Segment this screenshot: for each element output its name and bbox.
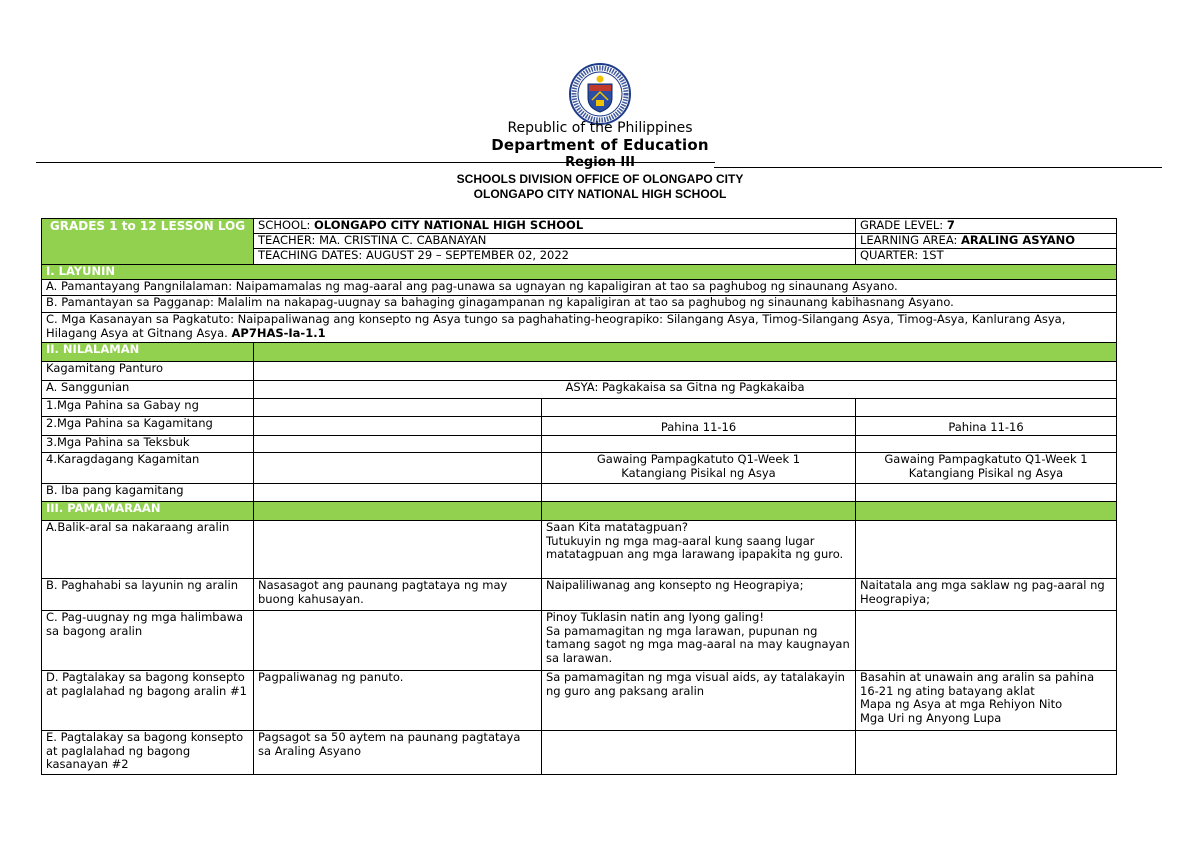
gawain-col3: Gawaing Pampagkatuto Q1-Week 1 Katangiang Pisikal ng Asya (856, 453, 1117, 484)
balik-aral-col2: Saan Kita matatagpuan? Tutukuyin ng mga mag-aaral kung saang lugar matatagpuan ang mga larawang ipapakita ng guro. (542, 521, 856, 579)
pagtalakay-1-col1: Pagpaliwanag ng panuto. (254, 671, 542, 731)
section-layunin (42, 265, 1117, 280)
teacher-value: MA. CRISTINA C. CABANAYAN (319, 233, 487, 247)
section-title-layunin: I. LAYUNIN (42, 265, 1117, 280)
pamantayan-sa-pagganap: B. Pamantayan sa Pagganap: Malalim na nakapag-uugnay sa bahaging ginagampanan ng kapaligiran at tao sa paghubog ng sinaunang kabihasnang Asyano. (42, 296, 1117, 313)
kagamitang-label: 2.Mga Pahina sa Kagamitang (42, 417, 254, 436)
grade-level-cell: GRADE LEVEL: 7 (856, 219, 1117, 234)
balik-aral-row (42, 521, 1117, 579)
pagtalakay-1-row (42, 671, 1117, 731)
paghahabi-row (42, 579, 1117, 611)
gawain-col2: Gawaing Pampagkatuto Q1-Week 1 Katangiang Pisikal ng Asya (542, 453, 856, 484)
competency-code: AP7HAS-Ia-1.1 (231, 325, 326, 340)
layunin-c-row (42, 313, 1117, 343)
grade-level-value: 7 (946, 218, 955, 232)
sanggunian-row (42, 381, 1117, 399)
republic-heading: Republic of the Philippines (507, 120, 693, 136)
quarter-cell: QUARTER: 1ST (856, 249, 1117, 265)
pag-uugnay-row (42, 611, 1117, 671)
learning-area-cell: LEARNING AREA: ARALING ASYANO (856, 234, 1117, 249)
pagtalakay-1-col2: Sa pamamagitan ng mga visual aids, ay tatalakayin ng guro ang paksang aralin (542, 671, 856, 731)
paghahabi-col1: Nasasagot ang paunang pagtataya ng may buong kahusayan. (254, 579, 542, 611)
teacher-cell: TEACHER: MA. CRISTINA C. CABANAYAN (254, 234, 856, 249)
section-title-nilalaman: II. NILALAMAN (42, 343, 254, 362)
iba-pang-kagamitang-row (42, 484, 1117, 502)
karagdagang-label: 4.Karagdagang Kagamitan (42, 453, 254, 484)
mga-kasanayan-sa-pagkatuto: C. Mga Kasanayan sa Pagkatuto: Naipapaliwanag ang konsepto ng Asya tungo sa paghahating-heograpiko: Silangang Asya, Timog-Silangang Asya, Timog-Asya, Kanlurang Asya, Hilagang Asya at Gitnang Asya. AP7HAS-Ia-1.1 (42, 313, 1117, 343)
teaching-dates-cell: TEACHING DATES: AUGUST 29 – SEPTEMBER 02, 2022 (254, 249, 856, 265)
gabay-row (42, 399, 1117, 417)
layunin-b-row (42, 296, 1117, 313)
info-row-school (42, 219, 1117, 234)
division-heading: SCHOOLS DIVISION OFFICE OF OLONGAPO CITY (456, 172, 744, 186)
karagdagang-row (42, 453, 1117, 484)
sanggunian-label: A. Sanggunian (42, 381, 254, 399)
sanggunian-value: ASYA: Pagkakaisa sa Gitna ng Pagkakaiba (254, 381, 1117, 399)
paghahabi-col3: Naitatala ang mga saklaw ng pag-aaral ng Heograpiya; (856, 579, 1117, 611)
pagtalakay-1-col3: Basahin at unawain ang aralin sa pahina 16-21 ng ating batayang aklat Mapa ng Asya at mga Rehiyon Nito Mga Uri ng Anyong Lupa (856, 671, 1117, 731)
kagamitang-row (42, 417, 1117, 436)
section-title-pamamaraan: III. PAMAMARAAN (42, 502, 254, 521)
deped-seal-icon (568, 62, 632, 126)
pagtalakay-2-label: E. Pagtalakay sa bagong konsepto at paglalahad ng bagong kasanayan #2 (42, 731, 254, 775)
department-heading: Department of Education (491, 136, 709, 154)
pahina-col3: Pahina 11-16 (856, 417, 1117, 436)
pagtalakay-2-row (42, 731, 1117, 775)
grades-lesson-log-label: GRADES 1 to 12 LESSON LOG (42, 219, 254, 265)
pag-uugnay-label: C. Pag-uugnay ng mga halimbawa sa bagong aralin (42, 611, 254, 671)
school-cell: SCHOOL: OLONGAPO CITY NATIONAL HIGH SCHOOL (254, 219, 856, 234)
paghahabi-label: B. Paghahabi sa layunin ng aralin (42, 579, 254, 611)
teaching-dates-value: AUGUST 29 – SEPTEMBER 02, 2022 (365, 248, 569, 262)
kagamitang-panturo-label: Kagamitang Panturo (42, 362, 254, 381)
school-heading: OLONGAPO CITY NATIONAL HIGH SCHOOL (473, 187, 727, 201)
pag-uugnay-col2: Pinoy Tuklasin natin ang Iyong galing! Sa pamamagitan ng mga larawan, pupunan ng tamang sagot ng mga mag-aaral na may kaugnayan sa larawan. (542, 611, 856, 671)
pagtalakay-2-col1: Pagsagot sa 50 aytem na paunang pagtataya sa Araling Asyano (254, 731, 542, 775)
balik-aral-label: A.Balik-aral sa nakaraang aralin (42, 521, 254, 579)
iba-pang-kagamitang-label: B. Iba pang kagamitang (42, 484, 254, 502)
school-value: OLONGAPO CITY NATIONAL HIGH SCHOOL (314, 218, 584, 232)
region-heading: Region III (565, 155, 635, 170)
teksbuk-label: 3.Mga Pahina sa Teksbuk (42, 436, 254, 453)
pamantayang-pangnilalaman: A. Pamantayang Pangnilalaman: Naipamamalas ng mag-aaral ang pag-unawa sa ugnayan ng kapaligiran at tao sa paghubog ng sinaunang Asyano. (42, 280, 1117, 296)
learning-area-value: ARALING ASYANO (961, 233, 1076, 247)
kagamitang-panturo-row (42, 362, 1117, 381)
section-nilalaman (42, 343, 1117, 362)
section-pamamaraan (42, 502, 1117, 521)
quarter-value: 1ST (921, 248, 944, 262)
teksbuk-row (42, 436, 1117, 453)
gabay-label: 1.Mga Pahina sa Gabay ng (42, 399, 254, 417)
lesson-log-table (41, 218, 1117, 775)
paghahabi-col2: Naipaliliwanag ang konsepto ng Heograpiya; (542, 579, 856, 611)
layunin-a-row (42, 280, 1117, 296)
pagtalakay-1-label: D. Pagtalakay sa bagong konsepto at paglalahad ng bagong aralin #1 (42, 671, 254, 731)
pahina-col2: Pahina 11-16 (542, 417, 856, 436)
